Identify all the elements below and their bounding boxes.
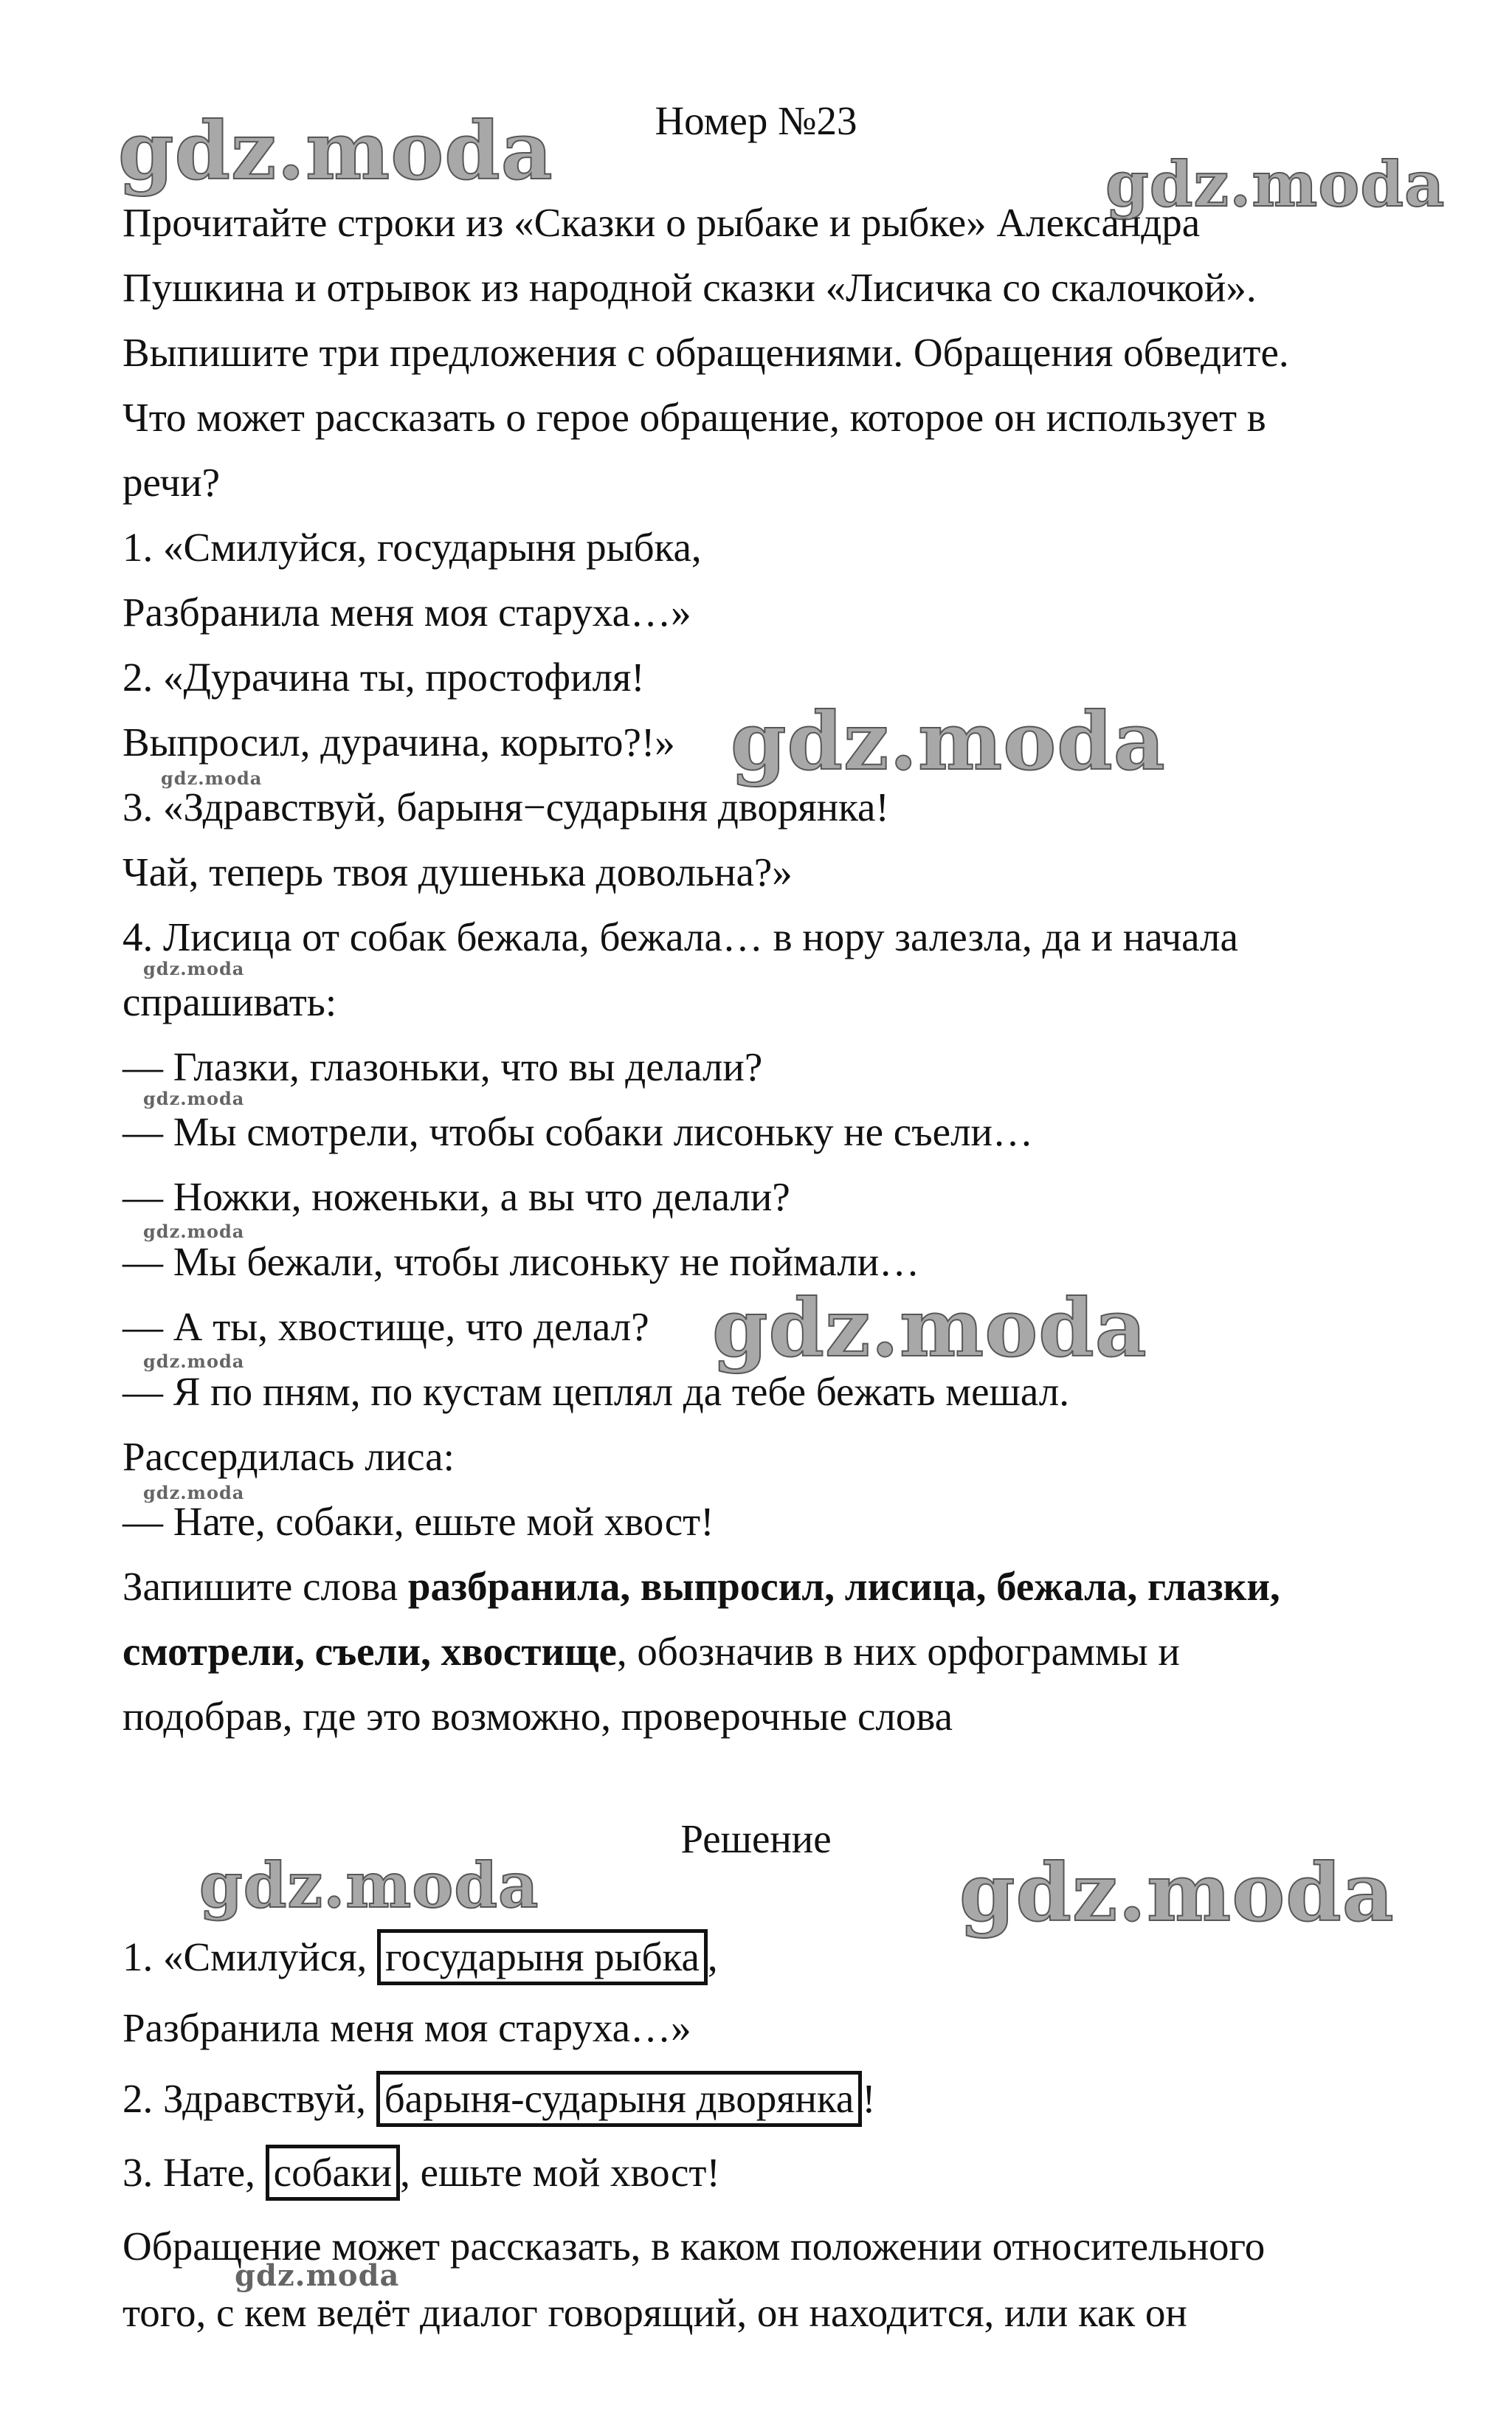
circled-address: собаки — [266, 2145, 400, 2201]
solution-text: 3. Нате, — [122, 2150, 266, 2195]
watermark-logo: gdz.moda — [199, 1849, 539, 1922]
instruction-line — [122, 1622, 1180, 1681]
circled-address: барыня-сударыня дворянка — [376, 2071, 863, 2127]
task-line: Выпишите три предложения с обращениями. Обращения обведите. — [122, 330, 1289, 375]
instruction-text: Запишите слова — [122, 1564, 408, 1609]
task-line: 2. «Дурачина ты, простофиля! — [122, 655, 645, 700]
instruction-words: смотрели, съели, хвостище — [122, 1629, 617, 1674]
watermark-logo: gdz.moda — [143, 1221, 245, 1242]
task-line: 1. «Смилуйся, государыня рыбка, — [122, 525, 702, 570]
solution-line: Разбранила меня моя старуха…» — [122, 2005, 691, 2050]
task-line: Разбранила меня моя старуха…» — [122, 590, 691, 635]
solution-conclusion: того, с кем ведёт диалог говорящий, он находится, или как он — [122, 2290, 1187, 2335]
task-line: — Мы бежали, чтобы лисоньку не поймали… — [122, 1239, 920, 1284]
watermark-logo: gdz.moda — [143, 1351, 245, 1372]
instruction-line — [122, 1557, 1280, 1616]
task-line: — А ты, хвостище, что делал? — [122, 1304, 649, 1349]
task-line: Рассердилась лиса: — [122, 1434, 455, 1479]
task-line: Что может рассказать о герое обращение, которое он использует в — [122, 395, 1266, 440]
task-line: Пушкина и отрывок из народной сказки «Лисичка со скалочкой». — [122, 265, 1257, 310]
task-line: 3. «Здравствуй, барыня−сударыня дворянка! — [122, 785, 889, 830]
solution-item-3 — [122, 2143, 720, 2202]
watermark-logo: gdz.moda — [959, 1846, 1395, 1939]
task-line: — Глазки, глазоньки, что вы делали? — [122, 1044, 763, 1089]
task-line: Чай, теперь твоя душенька довольна?» — [122, 849, 793, 894]
task-line: — Я по пням, по кустам цеплял да тебе бежать мешал. — [122, 1369, 1069, 1414]
solution-heading: Решение — [680, 1816, 832, 1861]
watermark-logo: gdz.moda — [161, 768, 263, 789]
watermark-logo: gdz.moda — [235, 2258, 400, 2293]
task-line: 4. Лисица от собак бежала, бежала… в нору залезла, да и начала — [122, 914, 1238, 959]
solution-text: 1. «Смилуйся, — [122, 1934, 378, 1979]
task-line: Прочитайте строки из «Сказки о рыбаке и рыбке» Александра — [122, 200, 1201, 245]
watermark-logo: gdz.moda — [1105, 148, 1446, 221]
page-title: Номер №23 — [655, 98, 857, 143]
watermark-logo: gdz.moda — [118, 105, 553, 198]
task-line: спрашивать: — [122, 979, 337, 1024]
watermark-logo: gdz.moda — [143, 1088, 245, 1109]
instruction-words: разбранила, выпросил, лисица, бежала, глазки, — [407, 1564, 1280, 1609]
task-line: речи? — [122, 460, 221, 505]
task-line: — Мы смотрели, чтобы собаки лисоньку не съели… — [122, 1109, 1033, 1154]
solution-item-1 — [122, 1928, 718, 1987]
task-line: Выпросил, дурачина, корыто?!» — [122, 720, 675, 765]
solution-text: 2. Здравствуй, — [122, 2076, 376, 2121]
solution-conclusion: Обращение может рассказать, в каком положении относительного — [122, 2224, 1266, 2269]
task-line: — Ножки, ноженьки, а вы что делали? — [122, 1174, 790, 1219]
solution-text: ! — [862, 2076, 876, 2121]
circled-address: государыня рыбка — [377, 1929, 708, 1985]
instruction-text: , обозначив в них орфограммы и — [616, 1629, 1180, 1674]
solution-text: , ешьте мой хвост! — [400, 2150, 720, 2195]
watermark-logo: gdz.moda — [731, 695, 1166, 788]
solution-text: , — [707, 1934, 718, 1979]
watermark-logo: gdz.moda — [143, 958, 245, 979]
solution-item-2 — [122, 2069, 876, 2128]
watermark-logo: gdz.moda — [143, 1482, 245, 1503]
watermark-logo: gdz.moda — [712, 1282, 1147, 1375]
task-line: — Нате, собаки, ешьте мой хвост! — [122, 1499, 714, 1544]
instruction-line: подобрав, где это возможно, проверочные слова — [122, 1694, 953, 1739]
